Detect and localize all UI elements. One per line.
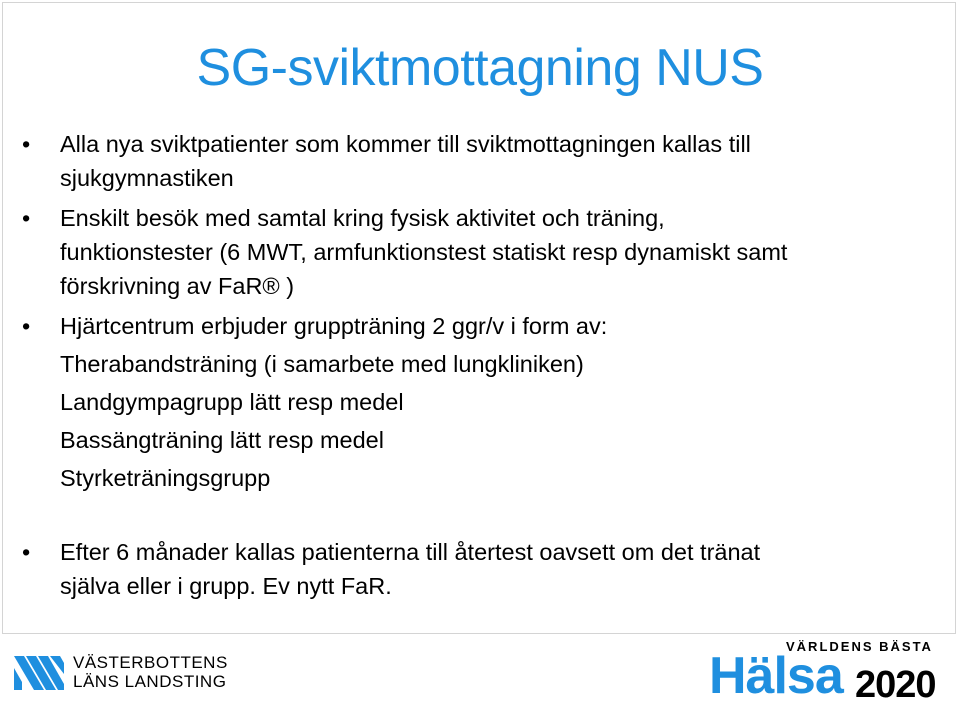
slide-title: SG-sviktmottagning NUS: [196, 39, 764, 97]
bullet-item: [60, 535, 940, 603]
halsa-logo-year: 2020: [855, 664, 936, 706]
sub-item: Bassängträning lätt resp medel: [60, 427, 384, 453]
bullet-line: • Hjärtcentrum erbjuder gruppträning 2 ggr/v i form av:: [60, 313, 608, 339]
slide-content: [60, 127, 940, 603]
footer: [0, 636, 960, 706]
bullet-line: • Enskilt besök med samtal kring fysisk aktivitet och träning,: [60, 205, 665, 231]
organization-name: [73, 653, 228, 691]
bullet-line: • Alla nya sviktpatienter som kommer till sviktmottagningen kallas till: [60, 131, 751, 157]
bullet-item: [60, 127, 940, 195]
bullet-line: förskrivning av FaR® ): [60, 273, 295, 299]
bullet-item: [60, 309, 940, 343]
sub-item: Therabandsträning (i samarbete med lungkliniken): [60, 351, 584, 377]
bullet-item: [60, 201, 940, 303]
bullet-line: sjukgymnastiken: [60, 165, 234, 191]
sub-item: Styrketräningsgrupp: [60, 465, 271, 491]
bullet-line: • Efter 6 månader kallas patienterna till återtest oavsett om det tränat: [60, 539, 761, 565]
org-line: LÄNS LANDSTING: [73, 672, 227, 691]
org-line: VÄSTERBOTTENS: [73, 653, 228, 672]
sub-item: Landgympagrupp lätt resp medel: [60, 389, 404, 415]
halsa-logo-word: Hälsa: [709, 647, 843, 705]
bullet-line: själva eller i grupp. Ev nytt FaR.: [60, 573, 392, 599]
bullet-line: funktionstester (6 MWT, armfunktionstest statiskt resp dynamiskt samt: [60, 239, 788, 265]
vasterbotten-logo-icon: [14, 650, 64, 696]
halsa-tagline: VÄRLDENS BÄSTA: [786, 639, 933, 654]
